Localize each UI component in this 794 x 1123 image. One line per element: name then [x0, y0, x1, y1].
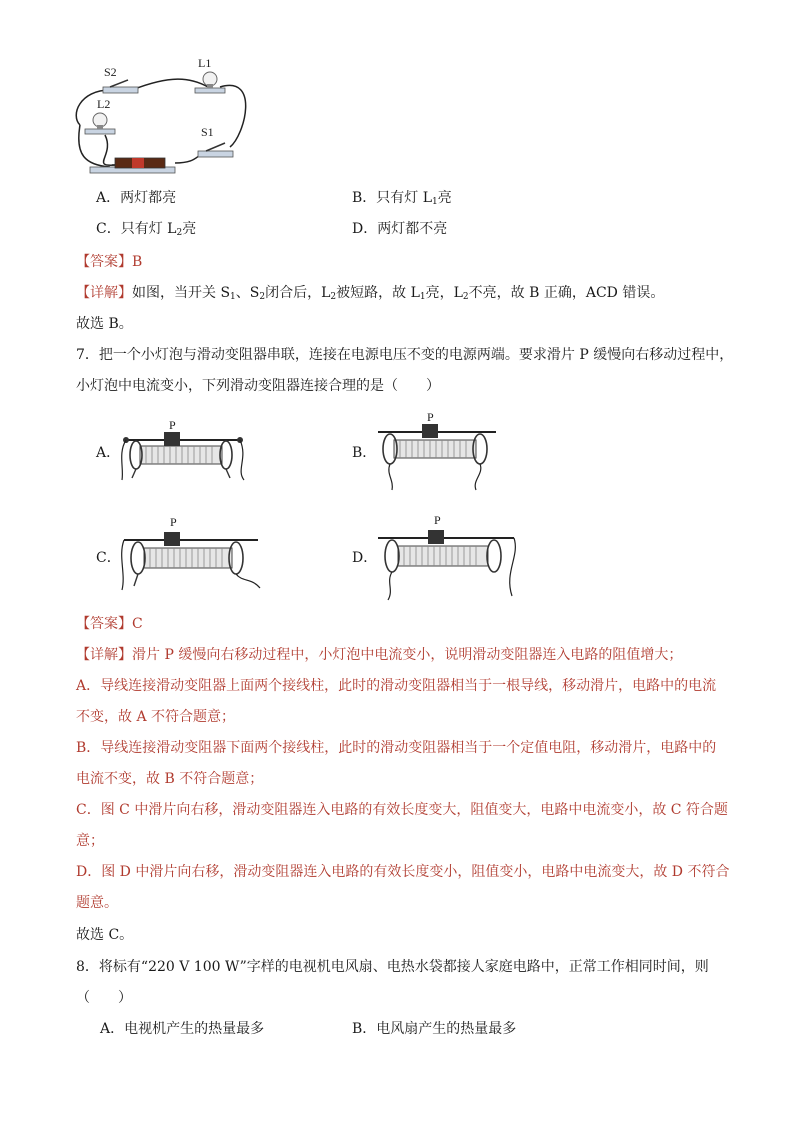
q7-conclusion: 故选 C。 [76, 927, 134, 943]
rheostat-figure-c [118, 512, 268, 597]
q7-explain-c-line2: 意； [76, 833, 104, 849]
q7-answer-value: C [132, 616, 143, 632]
q6-option-c-sub: 2 [176, 228, 183, 238]
q6-option-c [96, 222, 196, 238]
q8-option-a: A．电视机产生的热量最多 [100, 1021, 265, 1037]
q6-option-b-pre: B．只有灯 L [352, 190, 433, 206]
q7-answer [76, 617, 143, 631]
q6-answer [76, 255, 142, 269]
q6-detail-text: 亮，L [425, 285, 463, 301]
q6-answer-tag: 【答案】 [76, 254, 132, 270]
q6-detail-sub: 1 [419, 292, 426, 302]
q7-answer-tag: 【答案】 [76, 616, 132, 632]
q7-option-b-letter: B． [352, 445, 377, 461]
q8-stem-line1: 8．将标有“220 V 100 W”字样的电视机电风扇、电热水袋都接人家庭电路中，正常工作相同时间，则 [76, 959, 709, 975]
q7-explain-b-line2: 电流不变，故 B 不符合题意； [76, 771, 264, 787]
q6-detail-text: 如图，当开关 S [132, 285, 231, 301]
slider-p-label: P [170, 515, 177, 529]
q7-explain-a-line2: 不变，故 A 不符合题意； [76, 709, 236, 725]
q7-explain-c-line1: C．图 C 中滑片向右移，滑动变阻器连入电路的有效长度变大，阻值变大，电路中电流变小，故 C 符合题 [76, 802, 728, 818]
q6-conclusion: 故选 B。 [76, 316, 133, 332]
q6-detail-sub: 2 [259, 292, 266, 302]
q6-detail-text: 闭合后，L [265, 285, 331, 301]
slider-p-label: P [169, 418, 176, 432]
q7-stem-line1: 7．把一个小灯泡与滑动变阻器串联，连接在电源电压不变的电源两端。要求滑片 P 缓慢向右移动过程中， [76, 347, 734, 363]
rheostat-figure-b [372, 408, 502, 493]
q6-option-a: A．两灯都亮 [96, 190, 177, 206]
q6-option-d: D．两灯都不亮 [352, 221, 448, 237]
q6-option-c-post: 亮 [182, 221, 197, 237]
q7-stem-line2: 小灯泡中电流变小，下列滑动变阻器连接合理的是（ ） [76, 378, 440, 394]
label-s1: S1 [201, 125, 214, 139]
q8-stem-line2: （ ） [76, 990, 132, 1006]
slider-p-label: P [434, 513, 441, 527]
q8-option-b: B．电风扇产生的热量最多 [352, 1021, 517, 1037]
q7-explain-d-line1: D．图 D 中滑片向右移，滑动变阻器连入电路的有效长度变小，阻值变小，电路中电流变大，故 D 不符合 [76, 864, 730, 880]
q6-option-b [352, 191, 452, 207]
q7-detail-intro-text: 滑片 P 缓慢向右移动过程中，小灯泡中电流变小，说明滑动变阻器连入电路的阻值增大； [132, 647, 683, 663]
q6-detail-sub: 1 [230, 292, 236, 302]
q7-option-a-letter: A． [96, 445, 121, 461]
q6-answer-value: B [132, 254, 143, 270]
q6-detail-sub: 2 [462, 292, 469, 302]
rheostat-figure-a [118, 418, 248, 488]
q6-detail [76, 286, 664, 302]
q7-detail-intro [76, 648, 682, 662]
slider-p-label: P [427, 410, 434, 424]
q6-detail-sub: 2 [330, 292, 337, 302]
q6-detail-tag: 【详解】 [76, 285, 132, 301]
q7-detail-tag: 【详解】 [76, 647, 132, 663]
q6-detail-text: 、S [235, 285, 260, 301]
q6-detail-text: 被短路，故 L [336, 285, 420, 301]
q7-explain-b-line1: B．导线连接滑动变阻器下面两个接线柱，此时的滑动变阻器相当于一个定值电阻，移动滑片，电路中的 [76, 740, 717, 756]
q6-option-b-sub: 1 [432, 197, 438, 207]
label-l1: L1 [198, 56, 212, 70]
q7-option-c-letter: C． [96, 550, 121, 566]
q6-option-b-post: 亮 [437, 190, 452, 206]
rheostat-figure-d [372, 508, 522, 603]
q7-option-d-letter: D． [352, 550, 378, 566]
q7-explain-d-line2: 题意。 [76, 895, 118, 911]
q6-detail-text: 不亮，故 B 正确，ACD 错误。 [468, 285, 665, 301]
label-l2: L2 [97, 97, 111, 111]
label-s2: S2 [104, 65, 117, 79]
q7-explain-a-line1: A．导线连接滑动变阻器上面两个接线柱，此时的滑动变阻器相当于一根导线，移动滑片，电路中的电流 [76, 678, 717, 694]
q6-option-c-pre: C．只有灯 L [96, 221, 177, 237]
circuit-diagram [70, 55, 255, 185]
